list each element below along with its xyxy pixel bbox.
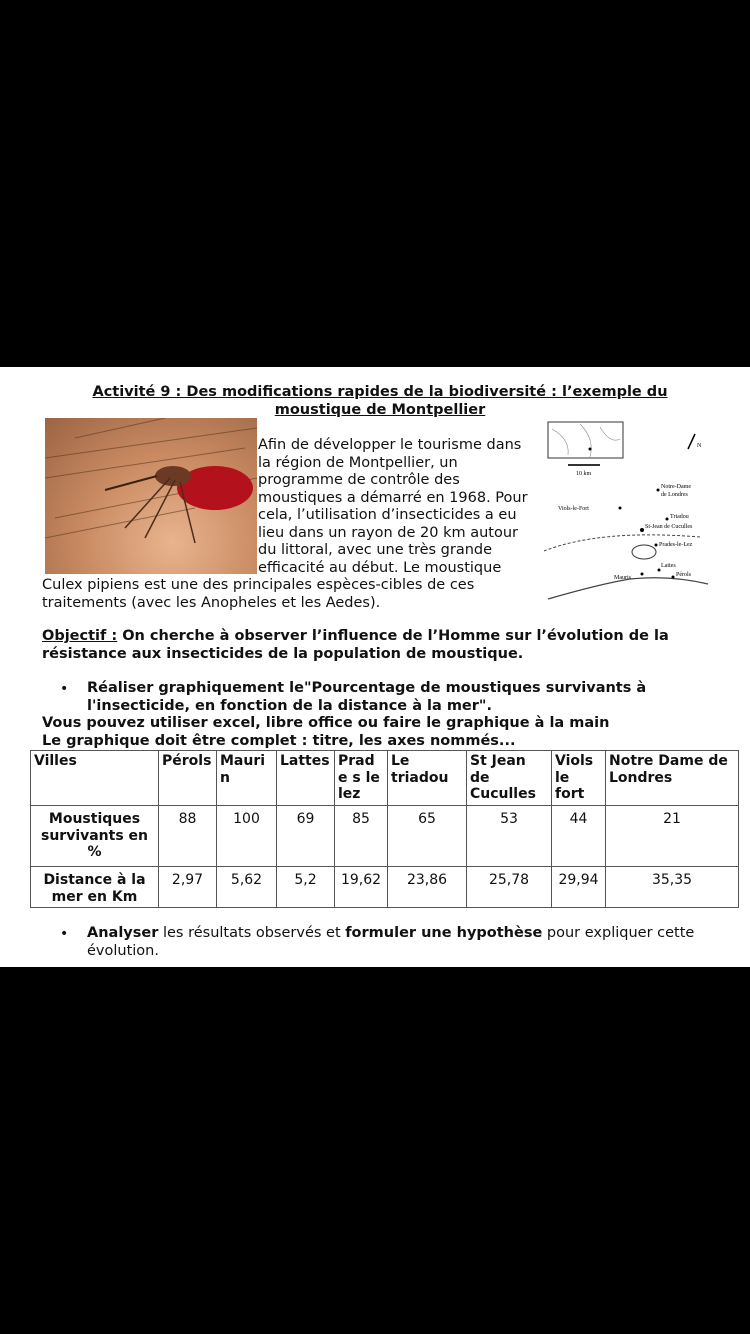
table-header-row <box>31 751 739 806</box>
intro-line: du littoral, avec une très grande <box>258 542 493 558</box>
table-cell: 19,62 <box>335 867 388 908</box>
table-cell: 25,78 <box>467 867 552 908</box>
task2-line-1 <box>87 925 694 943</box>
objective-line-1 <box>42 628 669 646</box>
mosquito-photo <box>45 418 257 574</box>
objective-line-2: résistance aux insecticides de la population de moustique. <box>42 645 524 662</box>
data-table <box>30 750 739 908</box>
task2-bold: Analyser <box>87 925 159 941</box>
header-cell: Le triadou <box>388 751 467 806</box>
table-cell: 5,2 <box>277 867 335 908</box>
france-inset <box>548 422 623 458</box>
note-requirements: Le graphique doit être complet : titre, les axes nommés... <box>42 732 516 749</box>
map-label: Viols-le-Fort <box>558 506 589 512</box>
task1-line-1: Réaliser graphiquement le"Pourcentage de moustiques survivants à <box>87 680 647 696</box>
table-cell: 69 <box>277 806 335 867</box>
table-cell: 65 <box>388 806 467 867</box>
intro-line: efficacité au début. Le moustique <box>258 559 502 576</box>
intro-line: moustiques a démarré en 1968. Pour <box>258 489 528 506</box>
task1-line-2: l'insecticide, en fonction de la distance à la mer". <box>87 697 492 714</box>
header-cell: Viols le fort <box>552 751 606 806</box>
table-cell: 85 <box>335 806 388 867</box>
task2-bold: formuler une hypothèse <box>345 925 543 941</box>
intro-line: cela, l’utilisation d’insecticides a eu <box>258 507 517 523</box>
bullet-icon: • <box>60 681 69 697</box>
header-cell: St Jean de Cuculles <box>467 751 552 806</box>
table-cell: 21 <box>606 806 739 867</box>
intro-line: Culex pipiens est une des principales espèces-cibles de ces <box>42 577 475 593</box>
row-header-cell: Distance à la mer en Km <box>31 867 159 908</box>
header-cell: Mauri n <box>217 751 277 806</box>
task2-text: les résultats observés et <box>158 925 346 941</box>
north-arrow-icon <box>688 434 695 449</box>
map-label: Notre-Dame <box>661 484 691 490</box>
map-label: Lattes <box>661 563 676 569</box>
document-page <box>0 367 750 967</box>
objective-label: Objectif : <box>42 628 118 644</box>
title-line-2: moustique de Montpellier <box>274 402 486 418</box>
header-cell: Pérols <box>159 751 217 806</box>
table-cell: 35,35 <box>606 867 739 908</box>
task2-line-2: évolution. <box>87 943 159 959</box>
task2-text: pour expliquer cette <box>542 925 695 941</box>
header-cell: Lattes <box>277 751 335 806</box>
note-tools: Vous pouvez utiliser excel, libre office ou faire le graphique à la main <box>42 715 610 731</box>
table-cell: 44 <box>552 806 606 867</box>
table-cell: 5,62 <box>217 867 277 908</box>
table-row <box>31 806 739 867</box>
title-line-1: Activité 9 : Des modifications rapides de la biodiversité : l’exemple du <box>92 384 668 400</box>
scale-label: 10 km <box>576 471 592 477</box>
map-label: Mauris <box>614 575 631 581</box>
intro-line: la région de Montpellier, un <box>258 454 458 471</box>
intro-line: programme de contrôle des <box>258 472 460 488</box>
header-cell: Villes <box>31 751 159 806</box>
objective-text: On cherche à observer l’influence de l’Homme sur l’évolution de la <box>117 628 669 644</box>
table-cell: 53 <box>467 806 552 867</box>
header-cell: Notre Dame de Londres <box>606 751 739 806</box>
table-cell: 100 <box>217 806 277 867</box>
map-label: de Londres <box>661 492 688 498</box>
row-header-cell: Moustiques survivants en % <box>31 806 159 867</box>
intro-line: Afin de développer le tourisme dans <box>258 437 522 453</box>
bullet-icon: • <box>60 926 69 942</box>
map-label: Pérols <box>676 572 691 578</box>
table-cell: 2,97 <box>159 867 217 908</box>
map-label: St-Jean de Cuculles <box>645 524 693 530</box>
map-label: Triadou <box>670 514 689 520</box>
table-cell: 88 <box>159 806 217 867</box>
intro-line: lieu dans un rayon de 20 km autour <box>258 524 519 541</box>
header-cell: Prade s le lez <box>335 751 388 806</box>
north-label: N <box>697 443 702 449</box>
region-map <box>540 419 712 605</box>
table-cell: 29,94 <box>552 867 606 908</box>
table-cell: 23,86 <box>388 867 467 908</box>
intro-line: traitements (avec les Anopheles et les Aedes). <box>42 594 381 611</box>
map-label: Prades-le-Lez <box>659 542 693 548</box>
table-row <box>31 867 739 908</box>
